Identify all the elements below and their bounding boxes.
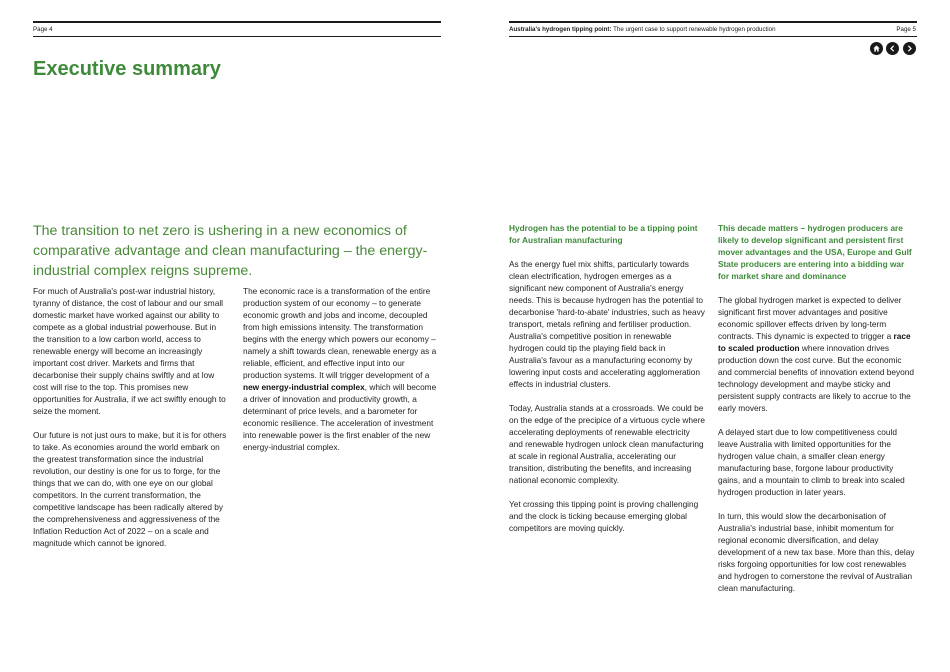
home-button[interactable] [870, 42, 883, 55]
running-header: Australia's hydrogen tipping point: The urgent case to support renewable hydrogen production [509, 26, 776, 33]
header-rule-top [33, 21, 441, 23]
body-column-1 [33, 285, 229, 561]
next-page-button[interactable] [903, 42, 916, 55]
emphasis: race to scaled production [718, 331, 911, 353]
paragraph: Yet crossing this tipping point is proving challenging and the clock is ticking because emerging global competitors are moving quickly. [509, 499, 699, 533]
paragraph: In turn, this would slow the decarbonisation of Australia's industrial base, inhibit momentum for regional economic diversification, and delay development of a new tax base. More than this, delay risks forgoing opportunities for low cost renewables and hydrogen to cornerstone the revival of Australian clean manufacturing. [718, 511, 915, 593]
paragraph: For much of Australia's post-war industrial history, tyranny of distance, the cost of labour and our small domestic market have worked against our ability to compete as a global industrial powerhouse. But in the transition to a low carbon world, access to renewable energy will become an increasingly important cost driver. Markets and firms that decarbonise their supply chains swiftly and at low cost will rise to the top. This promises new opportunities for Australia, if we act swiftly enough to seize the moment. [33, 286, 226, 416]
previous-page-button[interactable] [886, 42, 899, 55]
lede-statement: The transition to net zero is ushering in a new economics of comparative advantage and clean manufacturing – the energy-industrial complex reigns supreme. [33, 223, 428, 279]
paragraph: Today, Australia stands at a crossroads. We could be on the edge of the precipice of a virtuous cycle where accelerating deployments of renewable electricity and renewable hydrogen unlock clean manufacturing at scale in regional Australia, accelerating our transition, distributing the benefits, and increasing national economic complexity. [509, 403, 706, 485]
column-heading: This decade matters – hydrogen producers are likely to develop significant and persistent first mover advantages and the USA, Europe and Gulf State producers are entering into a bidding war for market share and dominance [718, 223, 912, 281]
header-rule-bottom [33, 36, 441, 37]
page-title: Executive summary [33, 58, 221, 80]
chevron-right-icon [905, 44, 914, 53]
paragraph: The economic race is a transformation of the entire production system of our economy – to generate economic growth and jobs and income, decoupled from high emissions intensity. The transformation begins with the energy which powers our economy – namely a shift towards clean, renewable energy as a reliable, efficient, and effective input into our production systems. It will trigger development of a new energy-industrial complex, which will become a driver of innovation and productivity growth, a determinant of price levels, and a barometer for economic resilience. The acceleration of investment into renewable power is the first enabler of the new energy-industrial complex. [243, 286, 437, 452]
emphasis: new energy-industrial complex [243, 382, 365, 392]
paragraph: As the energy fuel mix shifts, particularly towards clean electrification, hydrogen emerges as a significant new component of Australia's energy needs. This is because hydrogen has the potential to decarbonise 'hard-to-abate' industries, such as heavy transport, metals refining and fertiliser production. Australia's competitive position in renewable hydrogen could tip the playing field back in Australia's favour as a manufacturing economy by lowering input costs and accelerating agglomeration effects in industrial clusters. [509, 259, 705, 389]
paragraph: Our future is not just ours to make, but it is for others to take. As economies around the world embark on the greatest transformation since the industrial revolution, our destiny is one for us to forge, for the things that we can do, with one eye on our global competitors. In the current transformation, the competitive landscape has been radically altered by the comprehensiveness and aggressiveness of the Inflation Reduction Act of 2022 – on a scale and magnitude which cannot be ignored. [33, 430, 227, 548]
header-rule-top [509, 21, 917, 23]
paragraph: The global hydrogen market is expected to deliver significant first mover advantages and positive economic spillover effects driven by long-term contracts. This dynamic is expected to trigger a race to scaled production where innovation drives production down the cost curve. But the economic and commercial benefits of innovation extend beyond technology development and maybe sticky and persistent supply contracts are likely to accrue to the early movers. [718, 295, 915, 413]
page-number-left: Page 4 [33, 26, 53, 33]
paragraph: A delayed start due to low competitiveness could leave Australia with limited opportunities for the hydrogen value chain, a smaller clean energy manufacturing base, forgone labour productivity gains, and a mountain to climb to break into scaled hydrogen production in later years. [718, 427, 905, 497]
body-column-4 [718, 222, 916, 606]
right-page [475, 0, 950, 672]
body-column-3 [509, 222, 705, 546]
header-rule-bottom [509, 36, 917, 37]
home-icon [872, 44, 881, 53]
page-number-right: Page 5 [896, 26, 916, 33]
chevron-left-icon [888, 44, 897, 53]
body-column-2 [243, 285, 443, 465]
column-heading: Hydrogen has the potential to be a tipping point for Australian manufacturing [509, 223, 698, 245]
